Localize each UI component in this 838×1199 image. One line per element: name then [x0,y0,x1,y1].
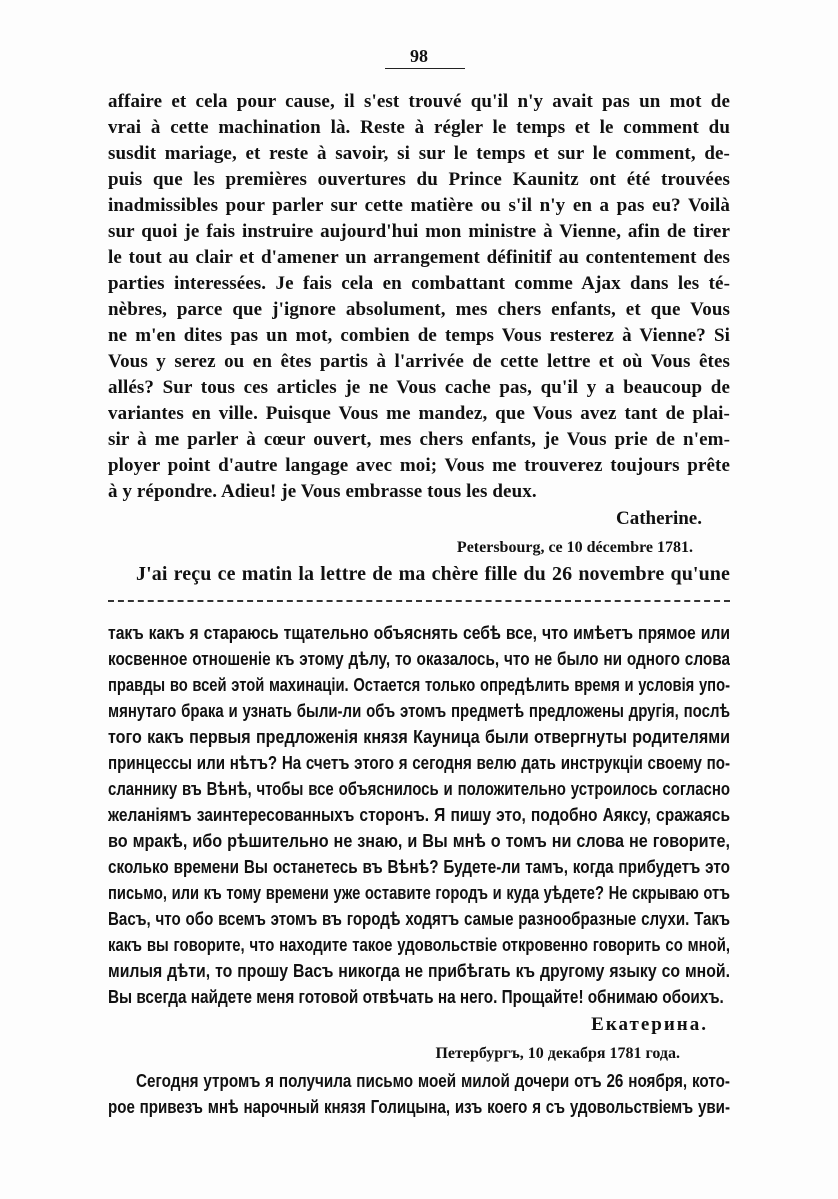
text-line: того какъ первыя предложенія князя Кауница были отвергнуты родителями [108,727,730,747]
text-line: nèbres, parce que j'ignore absolument, mes chers enfants, et que Vous [108,299,730,320]
text-line: puis que les premières ouvertures du Prince Kaunitz ont été trouvées [108,169,730,190]
french-signature: Catherine. [615,508,702,529]
text-line: affaire et cela pour cause, il s'est trouvé qu'il n'y avait pas un mot de [108,91,730,112]
text-line: желаніямъ заинтересованныхъ сторонъ. Я пишу это, подобно Аяксу, сражаясь [108,805,730,825]
text-line: письмо, или къ тому времени уже оставите городъ и куда уѣдете? Не скрываю отъ [108,883,730,903]
text-line: во мракѣ, ибо рѣшительно не знаю, и Вы мнѣ о томъ ни слова не говорите, [108,831,730,851]
text-line: мянутаго брака и узнать были-ли объ этомъ предметѣ предложены другія, послѣ [108,701,730,721]
russian-next-text [108,1068,730,1120]
page-number: 98 [410,46,428,66]
text-line: такъ какъ я стараюсь тщательно объяснять себѣ все, что имѣетъ прямое или [108,623,730,643]
french-next-line: J'ai reçu ce matin la lettre de ma chère fille du 26 novembre qu'une [136,563,730,585]
text-line: Васъ, что обо всемъ этомъ въ городѣ ходятъ самые разнообразные слухи. Такъ [108,909,730,929]
text-line: правды во всей этой махинаціи. Остается только опредѣлить время и условія упо- [108,675,730,695]
text-line: принцессы или нѣтъ? На счетъ этого я сегодня велю дать инструкціи своему по- [108,753,730,773]
text-line: à y répondre. Adieu! je Vous embrasse tous les deux. [108,481,537,502]
text-line: sir à me parler à cœur ouvert, mes chers enfants, je Vous prie de n'em- [108,429,730,450]
page-number-rule [385,68,465,69]
text-line: какъ вы говорите, что находите такое удовольствіе откровенно говорить со мной, [108,935,730,955]
text-line: vrai à cette machination là. Reste à régler le temps et le comment du [108,117,730,138]
text-line: allés? Sur tous ces articles je ne Vous cache pas, qu'il y a beaucoup de [108,377,730,398]
text-line: ne m'en dites pas un mot, combien de temps Vous resterez à Vienne? Si [108,325,730,346]
text-line: Сегодня утромъ я получила письмо моей милой дочери отъ 26 ноября, кото- [136,1071,730,1091]
text-line: susdit mariage, et reste à savoir, si sur le temps et sur le comment, de- [108,143,730,164]
russian-text [108,620,730,1010]
french-date: Petersbourg, ce 10 décembre 1781. [456,539,693,556]
text-line: le tout au clair et d'amener un arrangement définitif au contentement des [108,247,730,268]
text-line: Вы всегда найдете меня готовой отвѣчать на него. Прощайте! обнимаю обоихъ. [108,987,724,1007]
text-line: inadmissibles pour parler sur cette matière ou s'il n'y en a pas eu? Voilà [108,195,730,216]
text-line: рое привезъ мнѣ нарочный князя Голицына, изъ коего я съ удовольствіемъ уви- [108,1097,730,1117]
text-line: variantes en ville. Puisque Vous me mandez, que Vous avez tant de plai- [108,403,730,424]
text-line: косвенное отношеніе къ этому дѣлу, то оказалось, что не было ни одного слова [108,649,730,669]
text-line: Vous y serez ou en êtes partis à l'arrivée de cette lettre et où Vous êtes [108,351,730,372]
russian-signature: Екатерина. [591,1014,708,1035]
text-line: милыя дѣти, то прошу Васъ никогда не прибѣгать къ другому языку со мной. [108,961,730,981]
text-line: сланнику въ Вѣнѣ, чтобы все объяснилось и положительно устроилось согласно [108,779,730,799]
text-line: parties interessées. Je fais cela en combattant comme Ajax dans les té- [108,273,730,294]
french-text [108,89,730,505]
text-line: ployer point d'autre langage avec moi; Vous me trouverez toujours prête [108,455,730,476]
section-divider [108,600,730,602]
text-line: сколько времени Вы останетесь въ Вѣнѣ? Будете-ли тамъ, когда прибудетъ это [108,857,730,877]
russian-date: Петербургъ, 10 декабря 1781 года. [435,1045,680,1062]
text-line: sur quoi je fais instruire aujourd'hui mon ministre à Vienne, afin de tirer [108,221,730,242]
